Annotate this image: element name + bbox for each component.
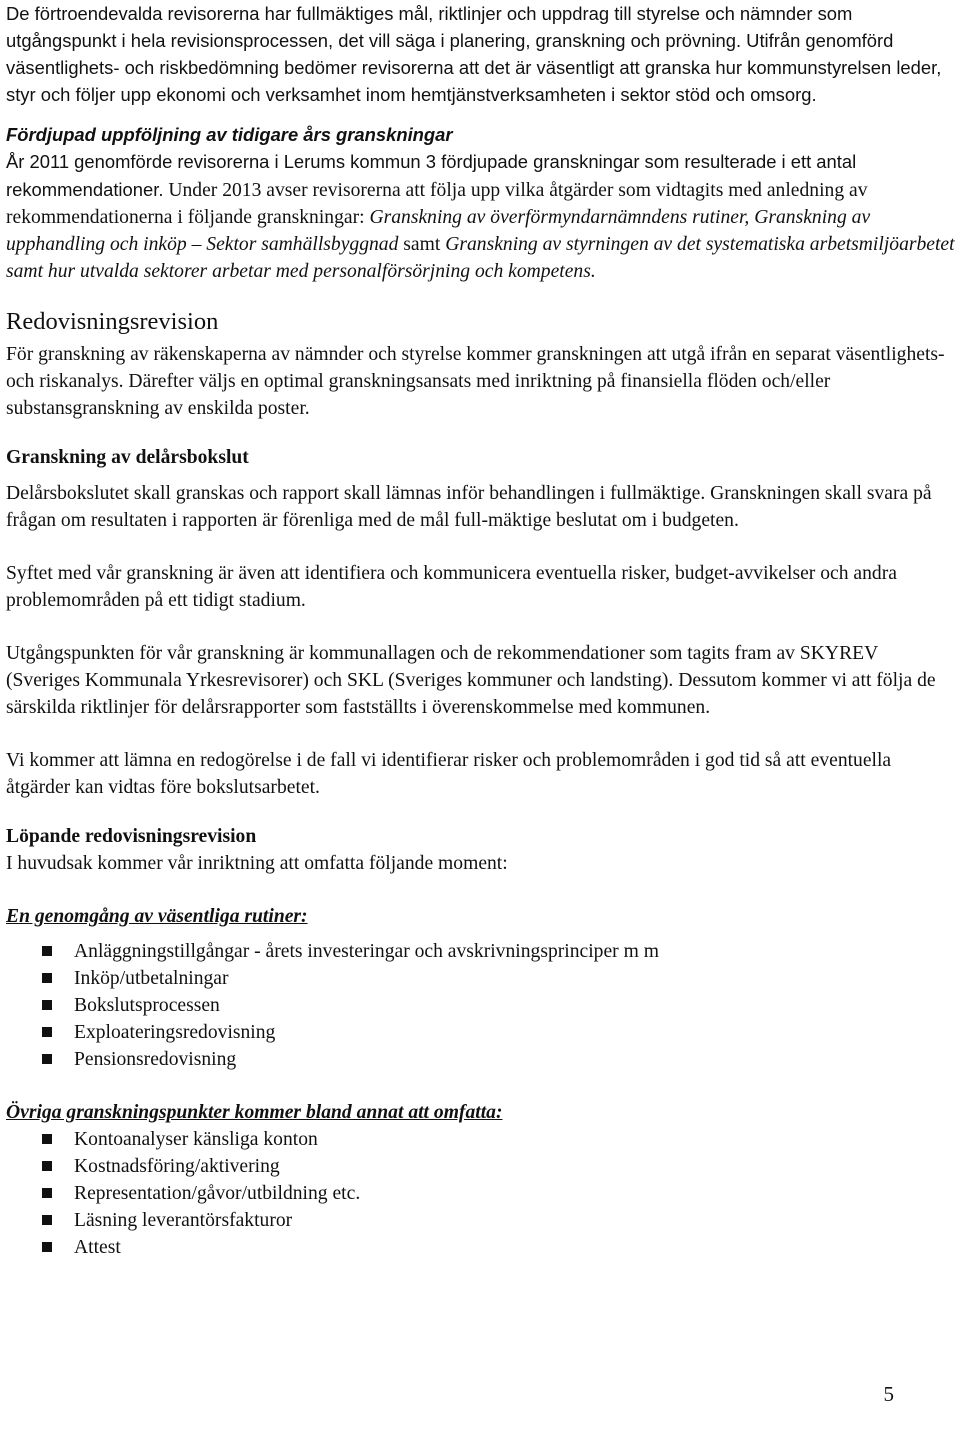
square-bullet-icon <box>42 946 52 956</box>
ovriga-list <box>6 1126 956 1261</box>
lopande-paragraph: I huvudsak kommer vår inriktning att omfatta följande moment: <box>6 853 508 874</box>
list-item-text: Kostnadsföring/aktivering <box>74 1156 280 1177</box>
fordjupad-italic-2: Granskning av styrningen av det systematiska arbetsmiljöarbetet samt hur utvalda sektorer arbetar med personalförsörjning och kompetens. <box>6 234 955 282</box>
rutiner-list <box>6 938 956 1073</box>
fordjupad-text-part3: samt <box>398 234 446 255</box>
delarsbokslut-paragraph-4: Vi kommer att lämna en redogörelse i de fall vi identifierar risker och problemområden i god tid så att eventuella åtgärder kan vidtas före bokslutsarbetet. <box>6 750 892 798</box>
list-item <box>6 1153 956 1180</box>
square-bullet-icon <box>42 1054 52 1064</box>
rutiner-heading: En genomgång av väsentliga rutiner: <box>6 906 308 927</box>
square-bullet-icon <box>42 1027 52 1037</box>
redovisning-paragraph: För granskning av räkenskaperna av nämnder och styrelse kommer granskningen att utgå ifrån en separat väsentlighets- och riskanalys. Därefter väljs en optimal granskningsansats med inriktning på finansiella flöden och/eller substansgranskning av enskilda poster. <box>6 344 945 419</box>
list-item-text: Läsning leverantörsfakturor <box>74 1210 293 1231</box>
lopande-heading: Löpande redovisningsrevision <box>6 826 257 847</box>
square-bullet-icon <box>42 1000 52 1010</box>
ovriga-heading: Övriga granskningspunkter kommer bland annat att omfatta: <box>6 1102 503 1123</box>
fordjupad-text-part1: År 2011 genomförde revisorerna i Lerums kommun 3 fördjupade granskningar som resulterade i ett antal rekommendationer. <box>6 151 857 200</box>
fordjupad-italic-1: Granskning av överförmyndarnämndens rutiner, Granskning av upphandling och inköp – Sektor samhällsbyggnad <box>6 207 871 255</box>
list-item <box>6 965 956 992</box>
list-item <box>6 992 956 1019</box>
document-page <box>6 0 956 1261</box>
delarsbokslut-heading: Granskning av delårsbokslut <box>6 447 249 468</box>
page-number: 5 <box>883 1382 894 1406</box>
list-item-text: Kontoanalyser känsliga konton <box>74 1129 318 1150</box>
delarsbokslut-paragraph-1: Delårsbokslutet skall granskas och rapport skall lämnas inför behandlingen i fullmäktige. Granskningen skall svara på frågan om resultaten i rapporten är förenliga med de mål full-mäktige beslutat om i budgeten. <box>6 483 932 531</box>
intro-paragraph: De förtroendevalda revisorerna har fullmäktiges mål, riktlinjer och uppdrag till styrelse och nämnder som utgångspunkt i hela revisionsprocessen, det vill säga i planering, granskning och prövning. Utifrån genomförd väsentlighets- och riskbedömning bedömer revisorerna att det är väsentligt att granska hur kommunstyrelsen leder, styr och följer upp ekonomi och verksamhet inom hemtjänstverksamheten i sektor stöd och omsorg. <box>6 3 942 105</box>
list-item-text: Inköp/utbetalningar <box>74 968 229 989</box>
list-item-text: Exploateringsredovisning <box>74 1022 276 1043</box>
list-item <box>6 1234 956 1261</box>
list-item <box>6 1180 956 1207</box>
delarsbokslut-paragraph-3: Utgångspunkten för vår granskning är kommunallagen och de rekommendationer som tagits fram av SKYREV (Sveriges Kommunala Yrkesrevisorer) och SKL (Sveriges kommuner och landsting). Dessutom kommer vi att följa de särskilda riktlinjer för delårsrapporter som fastställts i överenskommelse med kommunen. <box>6 643 936 718</box>
delarsbokslut-paragraph-2: Syftet med vår granskning är även att identifiera och kommunicera eventuella risker, budget-avvikelser och andra problemområden på ett tidigt stadium. <box>6 563 897 611</box>
list-item-text: Pensionsredovisning <box>74 1049 237 1070</box>
list-item <box>6 1046 956 1073</box>
list-item-text: Anläggningstillgångar - årets investeringar och avskrivningsprinciper m m <box>74 941 659 962</box>
square-bullet-icon <box>42 1188 52 1198</box>
square-bullet-icon <box>42 1215 52 1225</box>
list-item-text: Attest <box>74 1237 121 1258</box>
fordjupad-paragraph <box>6 148 956 285</box>
square-bullet-icon <box>42 1134 52 1144</box>
redovisning-heading: Redovisningsrevision <box>6 308 219 335</box>
list-item <box>6 1126 956 1153</box>
fordjupad-section <box>6 121 956 285</box>
fordjupad-heading: Fördjupad uppföljning av tidigare års granskningar <box>6 124 453 145</box>
square-bullet-icon <box>42 1161 52 1171</box>
square-bullet-icon <box>42 973 52 983</box>
list-item-text: Representation/gåvor/utbildning etc. <box>74 1183 361 1204</box>
list-item <box>6 1019 956 1046</box>
list-item <box>6 938 956 965</box>
list-item <box>6 1207 956 1234</box>
square-bullet-icon <box>42 1242 52 1252</box>
fordjupad-text-part2: Under 2013 avser revisorerna att följa upp vilka åtgärder som vidtagits med anledning av rekommendationerna i följande granskningar: <box>6 180 868 228</box>
list-item-text: Bokslutsprocessen <box>74 995 220 1016</box>
